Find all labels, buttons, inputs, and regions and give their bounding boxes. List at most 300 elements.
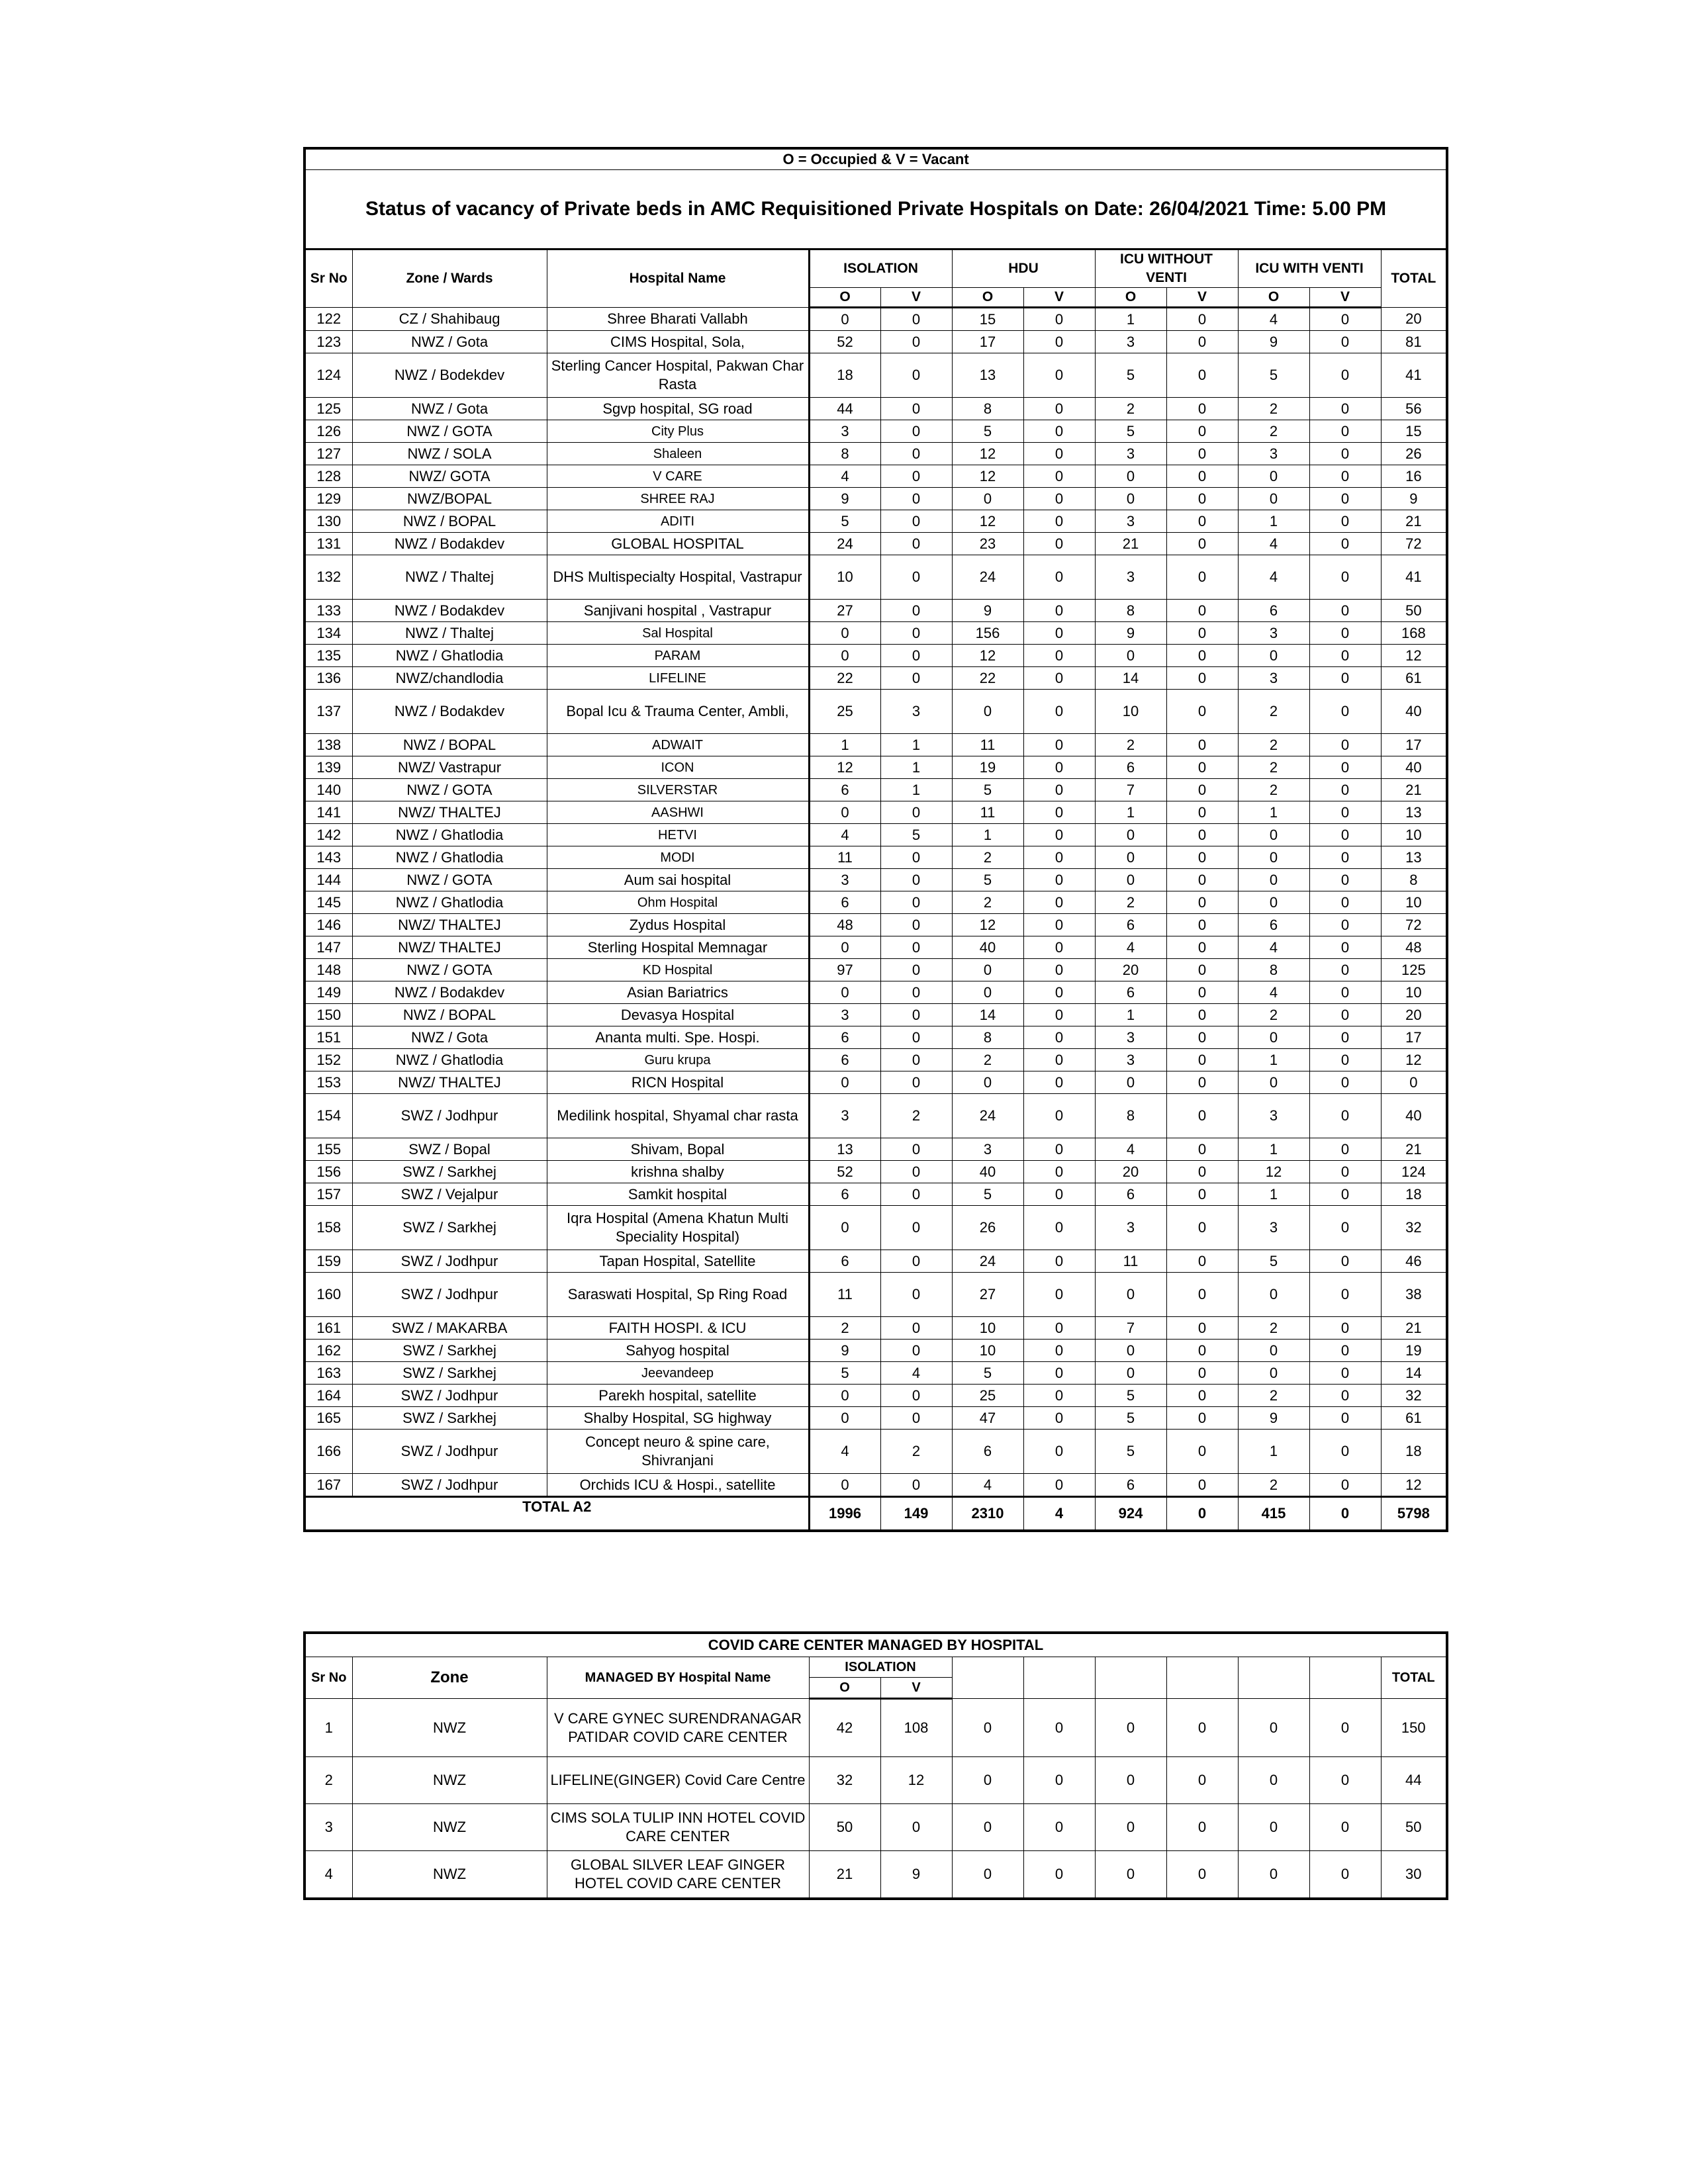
icu-without-venti-o-cell: 3: [1095, 555, 1166, 600]
ccc-header-blank: [1023, 1657, 1095, 1699]
hdu-v-cell: 0: [1023, 869, 1095, 891]
icu-without-venti-o-cell: 6: [1095, 756, 1166, 779]
total-hdu-v: 4: [1023, 1497, 1095, 1531]
hdu-v-cell: 0: [1023, 734, 1095, 756]
isolation-v-cell: 0: [880, 667, 952, 690]
sr-no-cell: 156: [305, 1161, 352, 1183]
hdu-o-cell: 4: [952, 1474, 1023, 1497]
sr-no-cell: 162: [305, 1340, 352, 1362]
hdu-o-cell: 11: [952, 734, 1023, 756]
ccc-name-cell: V CARE GYNEC SURENDRANAGAR PATIDAR COVID CARE CENTER: [547, 1699, 809, 1757]
hdu-o-cell: 5: [952, 869, 1023, 891]
header-v: V: [880, 288, 952, 308]
icu-with-venti-v-cell: 0: [1309, 398, 1381, 420]
icu-with-venti-o-cell: 3: [1238, 1094, 1309, 1138]
zone-cell: NWZ / Thaltej: [352, 622, 547, 645]
icu-with-venti-v-cell: 0: [1309, 420, 1381, 443]
total-icu-without-venti-o: 924: [1095, 1497, 1166, 1531]
icu-with-venti-v-cell: 0: [1309, 1340, 1381, 1362]
hdu-v-cell: 0: [1023, 801, 1095, 824]
icu-without-venti-v-cell: 0: [1166, 1206, 1238, 1250]
icu-with-venti-v-cell: 0: [1309, 331, 1381, 353]
sr-no-cell: 141: [305, 801, 352, 824]
hospital-name-cell: SHREE RAJ: [547, 488, 809, 510]
private-beds-table: [303, 147, 1448, 1532]
sr-no-cell: 161: [305, 1317, 352, 1340]
hospital-name-cell: RICN Hospital: [547, 1071, 809, 1094]
hospital-name-cell: Sahyog hospital: [547, 1340, 809, 1362]
ccc-sr-no-cell: 1: [305, 1699, 352, 1757]
total-cell: 21: [1381, 510, 1447, 533]
isolation-o-cell: 24: [809, 533, 880, 555]
zone-cell: SWZ / Jodhpur: [352, 1094, 547, 1138]
ccc-value-cell: 0: [952, 1804, 1023, 1851]
ccc-header-zone: Zone: [352, 1657, 547, 1699]
zone-cell: SWZ / Vejalpur: [352, 1183, 547, 1206]
total-label: TOTAL A2: [305, 1497, 809, 1531]
hospital-name-cell: GLOBAL HOSPITAL: [547, 533, 809, 555]
table-row: [305, 959, 1447, 981]
isolation-v-cell: 0: [880, 869, 952, 891]
icu-without-venti-v-cell: 0: [1166, 353, 1238, 398]
isolation-o-cell: 10: [809, 555, 880, 600]
zone-cell: NWZ/ GOTA: [352, 465, 547, 488]
icu-with-venti-o-cell: 0: [1238, 869, 1309, 891]
isolation-v-cell: 0: [880, 510, 952, 533]
header-zone-wards: Zone / Wards: [352, 250, 547, 308]
ccc-zone-cell: NWZ: [352, 1804, 547, 1851]
total-cell: 21: [1381, 1317, 1447, 1340]
table-row: [305, 1094, 1447, 1138]
table-row: [305, 734, 1447, 756]
hdu-o-cell: 156: [952, 622, 1023, 645]
total-cell: 10: [1381, 824, 1447, 846]
icu-without-venti-o-cell: 4: [1095, 1138, 1166, 1161]
ccc-value-cell: 0: [1095, 1757, 1166, 1804]
icu-without-venti-v-cell: 0: [1166, 959, 1238, 981]
isolation-o-cell: 11: [809, 846, 880, 869]
hdu-o-cell: 40: [952, 936, 1023, 959]
zone-cell: NWZ / Thaltej: [352, 555, 547, 600]
table-row: [305, 1026, 1447, 1049]
sr-no-cell: 142: [305, 824, 352, 846]
header-icu-with-venti: ICU WITH VENTI: [1238, 250, 1381, 288]
total-cell: 41: [1381, 555, 1447, 600]
ccc-value-cell: 0: [1166, 1757, 1238, 1804]
sr-no-cell: 126: [305, 420, 352, 443]
icu-with-venti-v-cell: 0: [1309, 1474, 1381, 1497]
header-o: O: [809, 288, 880, 308]
icu-without-venti-o-cell: 6: [1095, 1183, 1166, 1206]
hdu-o-cell: 0: [952, 488, 1023, 510]
zone-cell: SWZ / Sarkhej: [352, 1340, 547, 1362]
icu-with-venti-v-cell: 0: [1309, 1183, 1381, 1206]
icu-with-venti-v-cell: 0: [1309, 1317, 1381, 1340]
icu-with-venti-o-cell: 3: [1238, 443, 1309, 465]
ccc-value-cell: 0: [1238, 1804, 1309, 1851]
isolation-o-cell: 5: [809, 510, 880, 533]
table-row: [305, 1161, 1447, 1183]
icu-with-venti-o-cell: 3: [1238, 1206, 1309, 1250]
total-cell: 17: [1381, 1026, 1447, 1049]
icu-with-venti-v-cell: 0: [1309, 1273, 1381, 1317]
hdu-v-cell: 0: [1023, 1138, 1095, 1161]
isolation-v-cell: 0: [880, 1071, 952, 1094]
ccc-value-cell: 0: [1166, 1699, 1238, 1757]
total-cell: 40: [1381, 1094, 1447, 1138]
zone-cell: NWZ / Ghatlodia: [352, 846, 547, 869]
hospital-name-cell: City Plus: [547, 420, 809, 443]
total-icu-with-venti-v: 0: [1309, 1497, 1381, 1531]
hospital-name-cell: DHS Multispecialty Hospital, Vastrapur: [547, 555, 809, 600]
hdu-v-cell: 0: [1023, 959, 1095, 981]
hdu-o-cell: 5: [952, 420, 1023, 443]
hospital-name-cell: ADITI: [547, 510, 809, 533]
icu-with-venti-o-cell: 4: [1238, 308, 1309, 331]
isolation-o-cell: 52: [809, 331, 880, 353]
ccc-value-cell: 0: [1023, 1699, 1095, 1757]
table-row: [305, 420, 1447, 443]
hospital-name-cell: Shree Bharati Vallabh: [547, 308, 809, 331]
hdu-o-cell: 26: [952, 1206, 1023, 1250]
table-row: [305, 622, 1447, 645]
zone-cell: NWZ / GOTA: [352, 959, 547, 981]
icu-with-venti-v-cell: 0: [1309, 1385, 1381, 1407]
icu-without-venti-v-cell: 0: [1166, 779, 1238, 801]
ccc-header-total: TOTAL: [1381, 1657, 1447, 1699]
icu-with-venti-o-cell: 4: [1238, 555, 1309, 600]
icu-without-venti-v-cell: 0: [1166, 600, 1238, 622]
zone-cell: NWZ / BOPAL: [352, 734, 547, 756]
ccc-value-cell: 0: [1309, 1804, 1381, 1851]
isolation-o-cell: 97: [809, 959, 880, 981]
isolation-o-cell: 3: [809, 1004, 880, 1026]
isolation-o-cell: 3: [809, 420, 880, 443]
zone-cell: SWZ / Jodhpur: [352, 1385, 547, 1407]
hospital-name-cell: Devasya Hospital: [547, 1004, 809, 1026]
icu-without-venti-v-cell: 0: [1166, 533, 1238, 555]
ccc-value-cell: 9: [880, 1851, 952, 1899]
hdu-v-cell: 0: [1023, 667, 1095, 690]
icu-without-venti-o-cell: 0: [1095, 645, 1166, 667]
icu-with-venti-o-cell: 5: [1238, 353, 1309, 398]
hospital-name-cell: Sterling Cancer Hospital, Pakwan Char Rasta: [547, 353, 809, 398]
table-row: [305, 1407, 1447, 1430]
isolation-o-cell: 0: [809, 801, 880, 824]
isolation-o-cell: 44: [809, 398, 880, 420]
hdu-v-cell: 0: [1023, 398, 1095, 420]
icu-with-venti-o-cell: 1: [1238, 1430, 1309, 1474]
hdu-o-cell: 24: [952, 1094, 1023, 1138]
ccc-zone-cell: NWZ: [352, 1851, 547, 1899]
zone-cell: NWZ / SOLA: [352, 443, 547, 465]
isolation-o-cell: 6: [809, 1250, 880, 1273]
icu-without-venti-v-cell: 0: [1166, 1183, 1238, 1206]
isolation-v-cell: 1: [880, 756, 952, 779]
zone-cell: NWZ / Gota: [352, 331, 547, 353]
isolation-o-cell: 6: [809, 1183, 880, 1206]
isolation-v-cell: 4: [880, 1362, 952, 1385]
hospital-name-cell: AASHWI: [547, 801, 809, 824]
isolation-o-cell: 13: [809, 1138, 880, 1161]
isolation-o-cell: 8: [809, 443, 880, 465]
total-isolation-o: 1996: [809, 1497, 880, 1531]
total-cell: 61: [1381, 667, 1447, 690]
zone-cell: NWZ / Ghatlodia: [352, 1049, 547, 1071]
hdu-v-cell: 0: [1023, 1161, 1095, 1183]
icu-without-venti-v-cell: 0: [1166, 308, 1238, 331]
icu-without-venti-v-cell: 0: [1166, 846, 1238, 869]
icu-without-venti-o-cell: 2: [1095, 398, 1166, 420]
icu-with-venti-v-cell: 0: [1309, 1407, 1381, 1430]
icu-with-venti-o-cell: 12: [1238, 1161, 1309, 1183]
hdu-o-cell: 23: [952, 533, 1023, 555]
icu-without-venti-o-cell: 20: [1095, 1161, 1166, 1183]
icu-with-venti-v-cell: 0: [1309, 510, 1381, 533]
hospital-name-cell: CIMS Hospital, Sola,: [547, 331, 809, 353]
hdu-v-cell: 0: [1023, 779, 1095, 801]
zone-cell: NWZ / Gota: [352, 398, 547, 420]
ccc-zone-cell: NWZ: [352, 1757, 547, 1804]
sr-no-cell: 152: [305, 1049, 352, 1071]
icu-without-venti-o-cell: 7: [1095, 1317, 1166, 1340]
sr-no-cell: 132: [305, 555, 352, 600]
hdu-o-cell: 47: [952, 1407, 1023, 1430]
total-cell: 72: [1381, 914, 1447, 936]
isolation-o-cell: 0: [809, 622, 880, 645]
table-row: [305, 981, 1447, 1004]
hdu-v-cell: 0: [1023, 465, 1095, 488]
hdu-v-cell: 0: [1023, 914, 1095, 936]
icu-without-venti-v-cell: 0: [1166, 1474, 1238, 1497]
hdu-v-cell: 0: [1023, 824, 1095, 846]
sr-no-cell: 138: [305, 734, 352, 756]
isolation-o-cell: 25: [809, 690, 880, 734]
isolation-o-cell: 1: [809, 734, 880, 756]
icu-with-venti-v-cell: 0: [1309, 869, 1381, 891]
ccc-header-blank: [1238, 1657, 1309, 1699]
hdu-o-cell: 0: [952, 690, 1023, 734]
total-cell: 124: [1381, 1161, 1447, 1183]
hdu-v-cell: 0: [1023, 1385, 1095, 1407]
icu-without-venti-o-cell: 0: [1095, 1340, 1166, 1362]
icu-without-venti-v-cell: 0: [1166, 824, 1238, 846]
icu-with-venti-o-cell: 2: [1238, 734, 1309, 756]
isolation-v-cell: 0: [880, 959, 952, 981]
isolation-o-cell: 0: [809, 1071, 880, 1094]
ccc-header-o: O: [809, 1678, 880, 1699]
sr-no-cell: 165: [305, 1407, 352, 1430]
icu-without-venti-o-cell: 0: [1095, 488, 1166, 510]
hospital-name-cell: Orchids ICU & Hospi., satellite: [547, 1474, 809, 1497]
zone-cell: SWZ / Jodhpur: [352, 1430, 547, 1474]
icu-with-venti-o-cell: 0: [1238, 846, 1309, 869]
header-v: V: [1166, 288, 1238, 308]
ccc-header-blank: [1309, 1657, 1381, 1699]
zone-cell: SWZ / Sarkhej: [352, 1407, 547, 1430]
hospital-name-cell: Shivam, Bopal: [547, 1138, 809, 1161]
total-icu-without-venti-v: 0: [1166, 1497, 1238, 1531]
sr-no-cell: 130: [305, 510, 352, 533]
total-isolation-v: 149: [880, 1497, 952, 1531]
header-v: V: [1309, 288, 1381, 308]
isolation-o-cell: 0: [809, 1474, 880, 1497]
hdu-o-cell: 12: [952, 914, 1023, 936]
ccc-zone-cell: NWZ: [352, 1699, 547, 1757]
isolation-v-cell: 0: [880, 1273, 952, 1317]
total-cell: 56: [1381, 398, 1447, 420]
ccc-value-cell: 42: [809, 1699, 880, 1757]
table-row: [305, 1430, 1447, 1474]
isolation-v-cell: 0: [880, 1138, 952, 1161]
isolation-o-cell: 0: [809, 1385, 880, 1407]
sr-no-cell: 163: [305, 1362, 352, 1385]
icu-with-venti-v-cell: 0: [1309, 488, 1381, 510]
hospital-name-cell: Sal Hospital: [547, 622, 809, 645]
isolation-v-cell: 0: [880, 914, 952, 936]
total-row: [305, 1497, 1447, 1531]
zone-cell: SWZ / Bopal: [352, 1138, 547, 1161]
icu-without-venti-v-cell: 0: [1166, 420, 1238, 443]
hdu-v-cell: 0: [1023, 308, 1095, 331]
isolation-v-cell: 0: [880, 1004, 952, 1026]
isolation-v-cell: 0: [880, 555, 952, 600]
icu-with-venti-v-cell: 0: [1309, 555, 1381, 600]
zone-cell: NWZ / GOTA: [352, 420, 547, 443]
sr-no-cell: 159: [305, 1250, 352, 1273]
hospital-name-cell: ADWAIT: [547, 734, 809, 756]
hdu-o-cell: 25: [952, 1385, 1023, 1407]
sr-no-cell: 147: [305, 936, 352, 959]
header-icu-without-venti: ICU WITHOUT VENTI: [1095, 250, 1238, 288]
ccc-header-sr-no: Sr No: [305, 1657, 352, 1699]
icu-without-venti-o-cell: 6: [1095, 914, 1166, 936]
icu-with-venti-o-cell: 3: [1238, 667, 1309, 690]
hdu-v-cell: 0: [1023, 1317, 1095, 1340]
icu-without-venti-o-cell: 5: [1095, 1385, 1166, 1407]
table-row: [305, 1273, 1447, 1317]
ccc-value-cell: 108: [880, 1699, 952, 1757]
zone-cell: SWZ / Sarkhej: [352, 1206, 547, 1250]
hdu-o-cell: 14: [952, 1004, 1023, 1026]
icu-without-venti-o-cell: 5: [1095, 420, 1166, 443]
ccc-name-cell: GLOBAL SILVER LEAF GINGER HOTEL COVID CARE CENTER: [547, 1851, 809, 1899]
ccc-sr-no-cell: 4: [305, 1851, 352, 1899]
hdu-v-cell: 0: [1023, 1430, 1095, 1474]
icu-without-venti-o-cell: 10: [1095, 690, 1166, 734]
icu-without-venti-o-cell: 11: [1095, 1250, 1166, 1273]
total-total: 5798: [1381, 1497, 1447, 1531]
icu-without-venti-o-cell: 5: [1095, 1430, 1166, 1474]
table-row: [305, 465, 1447, 488]
isolation-v-cell: 0: [880, 1250, 952, 1273]
table-row: [305, 1385, 1447, 1407]
isolation-v-cell: 0: [880, 488, 952, 510]
sr-no-cell: 128: [305, 465, 352, 488]
ccc-value-cell: 50: [809, 1804, 880, 1851]
icu-without-venti-o-cell: 6: [1095, 981, 1166, 1004]
zone-cell: NWZ / Bodakdev: [352, 690, 547, 734]
table-row: [305, 510, 1447, 533]
icu-with-venti-v-cell: 0: [1309, 622, 1381, 645]
zone-cell: SWZ / Sarkhej: [352, 1161, 547, 1183]
isolation-o-cell: 18: [809, 353, 880, 398]
icu-without-venti-o-cell: 21: [1095, 533, 1166, 555]
icu-with-venti-v-cell: 0: [1309, 734, 1381, 756]
total-cell: 20: [1381, 308, 1447, 331]
total-cell: 10: [1381, 981, 1447, 1004]
isolation-o-cell: 5: [809, 1362, 880, 1385]
icu-with-venti-o-cell: 8: [1238, 959, 1309, 981]
table-row: [305, 846, 1447, 869]
ccc-value-cell: 0: [1309, 1851, 1381, 1899]
icu-without-venti-o-cell: 1: [1095, 801, 1166, 824]
hdu-o-cell: 5: [952, 1362, 1023, 1385]
icu-with-venti-o-cell: 0: [1238, 645, 1309, 667]
icu-with-venti-v-cell: 0: [1309, 1094, 1381, 1138]
table-row: [305, 1317, 1447, 1340]
isolation-v-cell: 0: [880, 1206, 952, 1250]
isolation-v-cell: 0: [880, 600, 952, 622]
isolation-v-cell: 0: [880, 1049, 952, 1071]
zone-cell: NWZ / Bodekdev: [352, 353, 547, 398]
table-row: [305, 1183, 1447, 1206]
total-cell: 168: [1381, 622, 1447, 645]
ccc-value-cell: 44: [1381, 1757, 1447, 1804]
icu-without-venti-o-cell: 9: [1095, 622, 1166, 645]
icu-without-venti-o-cell: 20: [1095, 959, 1166, 981]
sr-no-cell: 151: [305, 1026, 352, 1049]
icu-with-venti-v-cell: 0: [1309, 936, 1381, 959]
icu-without-venti-v-cell: 0: [1166, 645, 1238, 667]
sr-no-cell: 154: [305, 1094, 352, 1138]
zone-cell: NWZ / Ghatlodia: [352, 645, 547, 667]
icu-with-venti-o-cell: 1: [1238, 1138, 1309, 1161]
hdu-o-cell: 0: [952, 959, 1023, 981]
total-cell: 40: [1381, 756, 1447, 779]
hdu-v-cell: 0: [1023, 1026, 1095, 1049]
total-cell: 20: [1381, 1004, 1447, 1026]
total-cell: 13: [1381, 846, 1447, 869]
hospital-name-cell: Shalby Hospital, SG highway: [547, 1407, 809, 1430]
hdu-v-cell: 0: [1023, 533, 1095, 555]
icu-with-venti-v-cell: 0: [1309, 308, 1381, 331]
icu-with-venti-o-cell: 1: [1238, 1183, 1309, 1206]
hospital-name-cell: krishna shalby: [547, 1161, 809, 1183]
hdu-o-cell: 12: [952, 510, 1023, 533]
icu-with-venti-o-cell: 1: [1238, 510, 1309, 533]
hdu-o-cell: 2: [952, 846, 1023, 869]
sr-no-cell: 135: [305, 645, 352, 667]
hdu-o-cell: 9: [952, 600, 1023, 622]
isolation-o-cell: 4: [809, 465, 880, 488]
icu-with-venti-v-cell: 0: [1309, 600, 1381, 622]
icu-without-venti-v-cell: 0: [1166, 914, 1238, 936]
total-hdu-o: 2310: [952, 1497, 1023, 1531]
zone-cell: SWZ / Jodhpur: [352, 1474, 547, 1497]
ccc-value-cell: 50: [1381, 1804, 1447, 1851]
icu-with-venti-o-cell: 0: [1238, 891, 1309, 914]
icu-without-venti-v-cell: 0: [1166, 1340, 1238, 1362]
icu-with-venti-o-cell: 5: [1238, 1250, 1309, 1273]
icu-with-venti-v-cell: 0: [1309, 1049, 1381, 1071]
table-row: [305, 488, 1447, 510]
isolation-o-cell: 9: [809, 488, 880, 510]
ccc-value-cell: 0: [952, 1757, 1023, 1804]
icu-without-venti-o-cell: 6: [1095, 1474, 1166, 1497]
icu-with-venti-o-cell: 0: [1238, 1026, 1309, 1049]
isolation-v-cell: 0: [880, 1026, 952, 1049]
